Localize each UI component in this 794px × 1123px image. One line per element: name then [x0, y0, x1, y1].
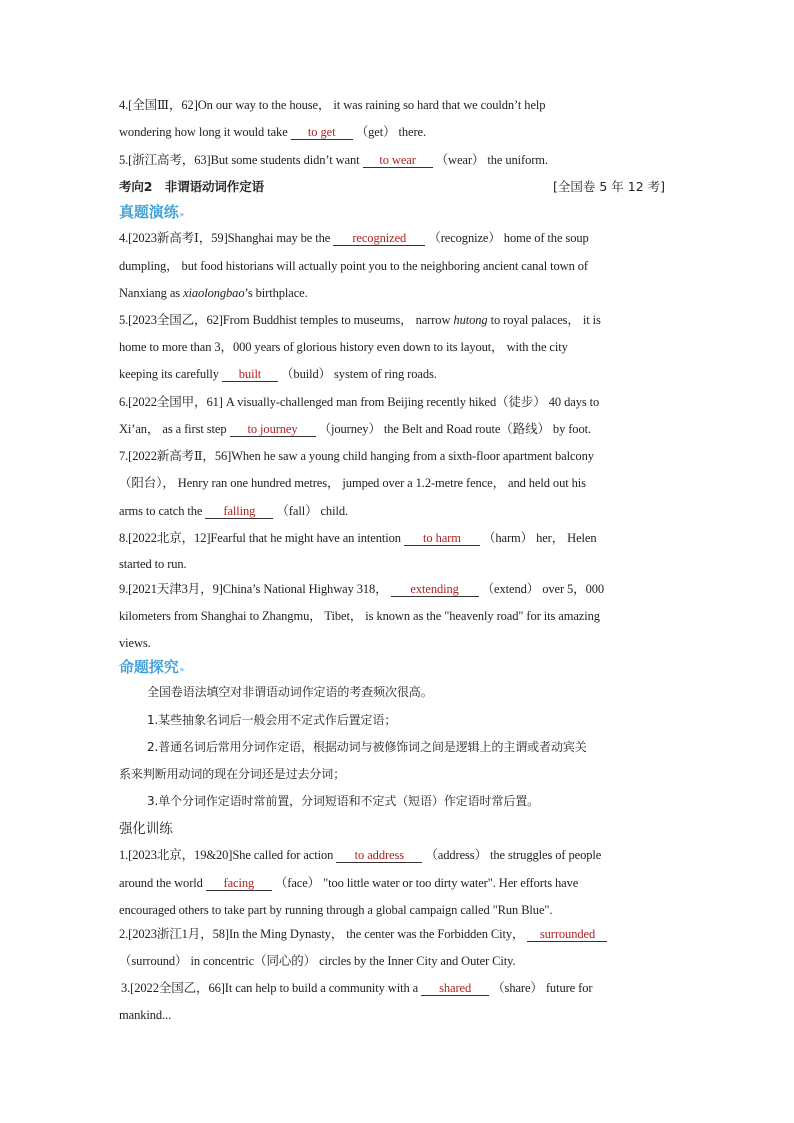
heading-text: 命题探究	[119, 658, 179, 676]
answer-blank: to address	[336, 848, 422, 863]
note-1: 1.某些抽象名词后一般会用不定式作后置定语；	[147, 713, 397, 727]
chevron-down-icon: »	[179, 209, 185, 220]
c-q2-line-1	[119, 926, 607, 942]
text: （wear） the uniform.	[435, 153, 548, 167]
c-q3-line-2: mankind...	[119, 1008, 172, 1022]
q7-line-1: 7.[2022新高考Ⅱ，56]When he saw a young child hanging from a sixth-floor apartment balcony	[119, 449, 594, 463]
italic-term: xiaolongbao	[183, 286, 245, 300]
answer-blank: to journey	[230, 422, 316, 437]
q6-line-1: 6.[2022全国甲，61] A visually-challenged man from Beijing recently hiked（徒步） 40 days to	[119, 395, 600, 409]
text: to royal palaces， it is	[490, 313, 601, 327]
q9-line-2: kilometers from Shanghai to Zhangmu， Tibet， is known as the "heavenly road" for its amazing	[119, 609, 600, 623]
q4-line-1	[119, 230, 589, 246]
c-q1-line-2	[119, 875, 578, 891]
text: 3.[2022全国乙，66]It can help to build a community with a	[121, 981, 419, 995]
answer-blank: to wear	[363, 153, 433, 168]
answer-blank: built	[222, 367, 278, 382]
answer-blank: extending	[391, 582, 479, 597]
text: 5.[浙江高考，63]But some students didn’t want	[119, 153, 360, 167]
c-q2-line-2: （surround） in concentric（同心的） circles by the Inner City and Outer City.	[119, 954, 516, 968]
text: arms to catch the	[119, 504, 203, 518]
item-4-line-2	[119, 124, 426, 140]
note-3: 3.单个分词作定语时常前置，分词短语和不定式（短语）作定语时常后置。	[147, 794, 540, 808]
note-intro: 全国卷语法填空对非谓语动词作定语的考查频次很高。	[147, 685, 433, 699]
q6-line-2	[119, 421, 591, 437]
text: （get） there.	[355, 125, 427, 139]
q5-line-1	[119, 312, 601, 328]
text: around the world	[119, 876, 203, 890]
heading-text: 真题演练	[119, 203, 179, 221]
answer-blank: to harm	[404, 531, 480, 546]
text: wondering how long it would take	[119, 125, 288, 139]
q5-line-3	[119, 366, 437, 382]
chevron-down-icon: »	[179, 664, 185, 675]
c-q3-line-1	[121, 980, 592, 996]
q8-line-2: started to run.	[119, 557, 187, 571]
answer-blank: shared	[421, 981, 489, 996]
section-exam-count: [全国卷 5 年 12 考]	[553, 179, 666, 194]
q4-line-2: dumpling， but food historians will actually point you to the neighboring ancient canal town of	[119, 259, 588, 273]
q8-line-1	[119, 530, 597, 546]
text: （address） the struggles of people	[425, 848, 602, 862]
answer-blank: facing	[206, 876, 272, 891]
text: （fall） child.	[276, 504, 349, 518]
item-4-line-1: 4.[全国Ⅲ，62]On our way to the house， it was raining so hard that we couldn’t help	[119, 98, 546, 112]
text: 1.[2023北京，19&20]She called for action	[119, 848, 334, 862]
text: （build） system of ring roads.	[281, 367, 437, 381]
c-q1-line-3: encouraged others to take part by running through a global campaign called "Run Blue".	[119, 903, 553, 917]
text: （recognize） home of the soup	[428, 231, 589, 245]
answer-blank: falling	[205, 504, 273, 519]
text: （face） "too little water or too dirty water". Her efforts have	[274, 876, 579, 890]
q4-line-3	[119, 285, 308, 301]
practice-heading	[119, 202, 184, 224]
q5-line-2: home to more than 3，000 years of glorious history even down to its layout， with the city	[119, 340, 568, 354]
text: 5.[2023全国乙，62]From Buddhist temples to museums， narrow	[119, 313, 451, 327]
text: 2.[2023浙江1月，58]In the Ming Dynasty， the center was the Forbidden City，	[119, 927, 525, 941]
q9-line-3: views.	[119, 636, 151, 650]
item-5	[119, 152, 548, 168]
text: （harm） her， Helen	[482, 531, 597, 545]
text: Nanxiang as	[119, 286, 181, 300]
q7-line-3	[119, 503, 348, 519]
c-q1-line-1	[119, 847, 601, 863]
text: （share） future for	[492, 981, 593, 995]
note-2b: 系来判断用动词的现在分词还是过去分词；	[119, 767, 346, 781]
text: （journey） the Belt and Road route（路线） by foot.	[318, 422, 592, 436]
answer-blank: surrounded	[527, 927, 607, 942]
answer-blank: to get	[291, 125, 353, 140]
text: ’s birthplace.	[244, 286, 308, 300]
text: 4.[2023新高考Ⅰ，59]Shanghai may be the	[119, 231, 331, 245]
text: Xi’an， as a first step	[119, 422, 227, 436]
train-heading: 强化训练	[119, 821, 173, 837]
italic-term: hutong	[453, 313, 488, 327]
q7-line-2: （阳台）， Henry ran one hundred metres， jumped over a 1.2-metre fence， and held out his	[119, 476, 586, 490]
text: 9.[2021天津3月，9]China’s National Highway 318，	[119, 582, 388, 596]
note-2a: 2.普通名词后常用分词作定语，根据动词与被修饰词之间是逻辑上的主谓或者动宾关	[147, 740, 587, 754]
text: 8.[2022北京，12]Fearful that he might have an intention	[119, 531, 401, 545]
text: keeping its carefully	[119, 367, 219, 381]
explore-heading	[119, 656, 184, 680]
section-title: 考向2 非谓语动词作定语	[119, 179, 264, 194]
answer-blank: recognized	[333, 231, 425, 246]
text: （extend） over 5，000	[481, 582, 605, 596]
q9-line-1	[119, 581, 604, 597]
